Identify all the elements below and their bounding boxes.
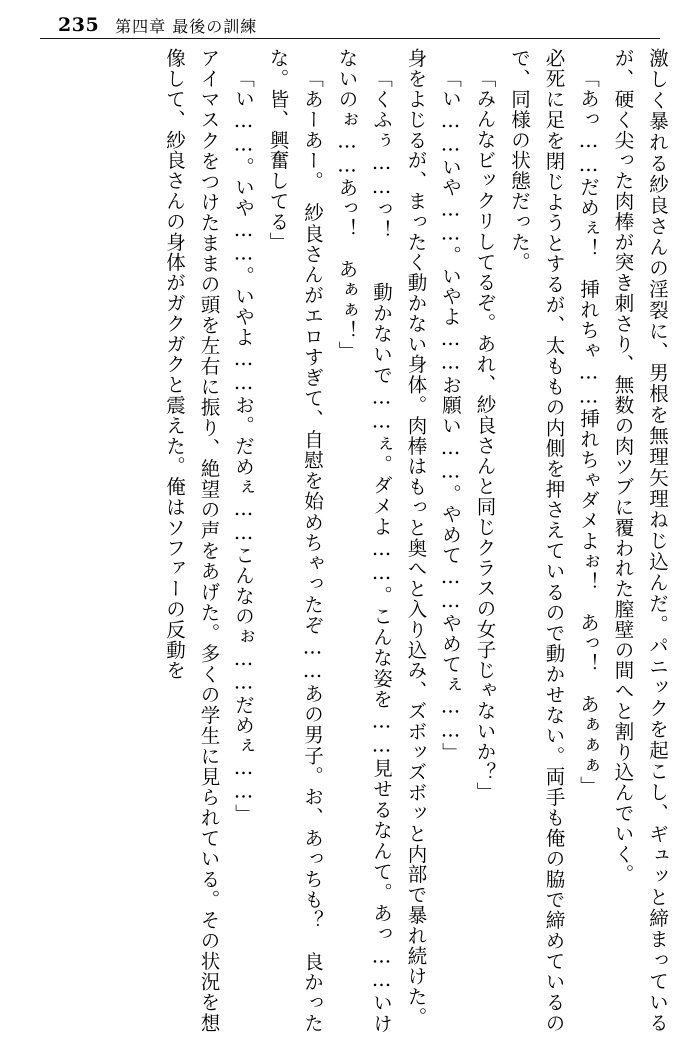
paragraph: 「い……。いや……。いやよ……お。だめぇ……こんなのぉ……だめぇ……」 <box>232 67 255 824</box>
paragraph: 身をよじるが、まったく動かない身体。肉棒はもっと奥へと入り込み、ズボッズボッと内部で暴れ続けた。 <box>404 48 428 1028</box>
paragraph: アイマスクをつけたままの頭を左右に振り、絶望の声をあげた。多くの学生に見られている。その状況を想像して、紗良さんの身体がガクガクと震えた。俺はソファーの反動を <box>163 48 221 1033</box>
paragraph: 「くふぅ……っ！ 動かないで……ぇ。ダメよ……。こんな姿を……見せるなんて。あっ……いけないのぉ……あっ！ あぁぁ！」 <box>335 48 393 1033</box>
page-number: 235 <box>58 14 100 36</box>
chapter-title: 第四章 最後の訓練 <box>115 16 258 36</box>
paragraph: 「い……いや……。いやよ……お願い……。やめて……やめてぇ……」 <box>439 67 462 763</box>
page-header <box>0 8 700 42</box>
paragraph: 必死に足を閉じようとするが、太ももの内側を押さえているので動かせない。両手も俺の脇で締めているので、同様の状態だった。 <box>508 48 566 1033</box>
paragraph: 激しく暴れる紗良さんの淫裂に、男根を無理矢理ねじ込んだ。パニックを起こし、ギュッと締まっているが、硬く尖った肉棒が突き刺さり、無数の肉ツブに覆われた膣壁の間へと割り込んでいく。 <box>611 48 669 1033</box>
paragraph: 「あーあー。 紗良さんがエロすぎて、自慰を始めちゃったぞ……あの男子。お、あっちも？ 良かったな。皆、興奮してる」 <box>266 48 324 1033</box>
paragraph: 「あっ……だめぇ！ 挿れちゃ……挿れちゃダメよぉ！ あっ！ あぁぁぁ」 <box>577 67 600 796</box>
body-text <box>26 48 674 1033</box>
paragraph: 「みんなビックリしてるぞ。あれ、紗良さんと同じクラスの女子じゃないか？」 <box>473 67 497 802</box>
header-divider <box>40 38 660 39</box>
